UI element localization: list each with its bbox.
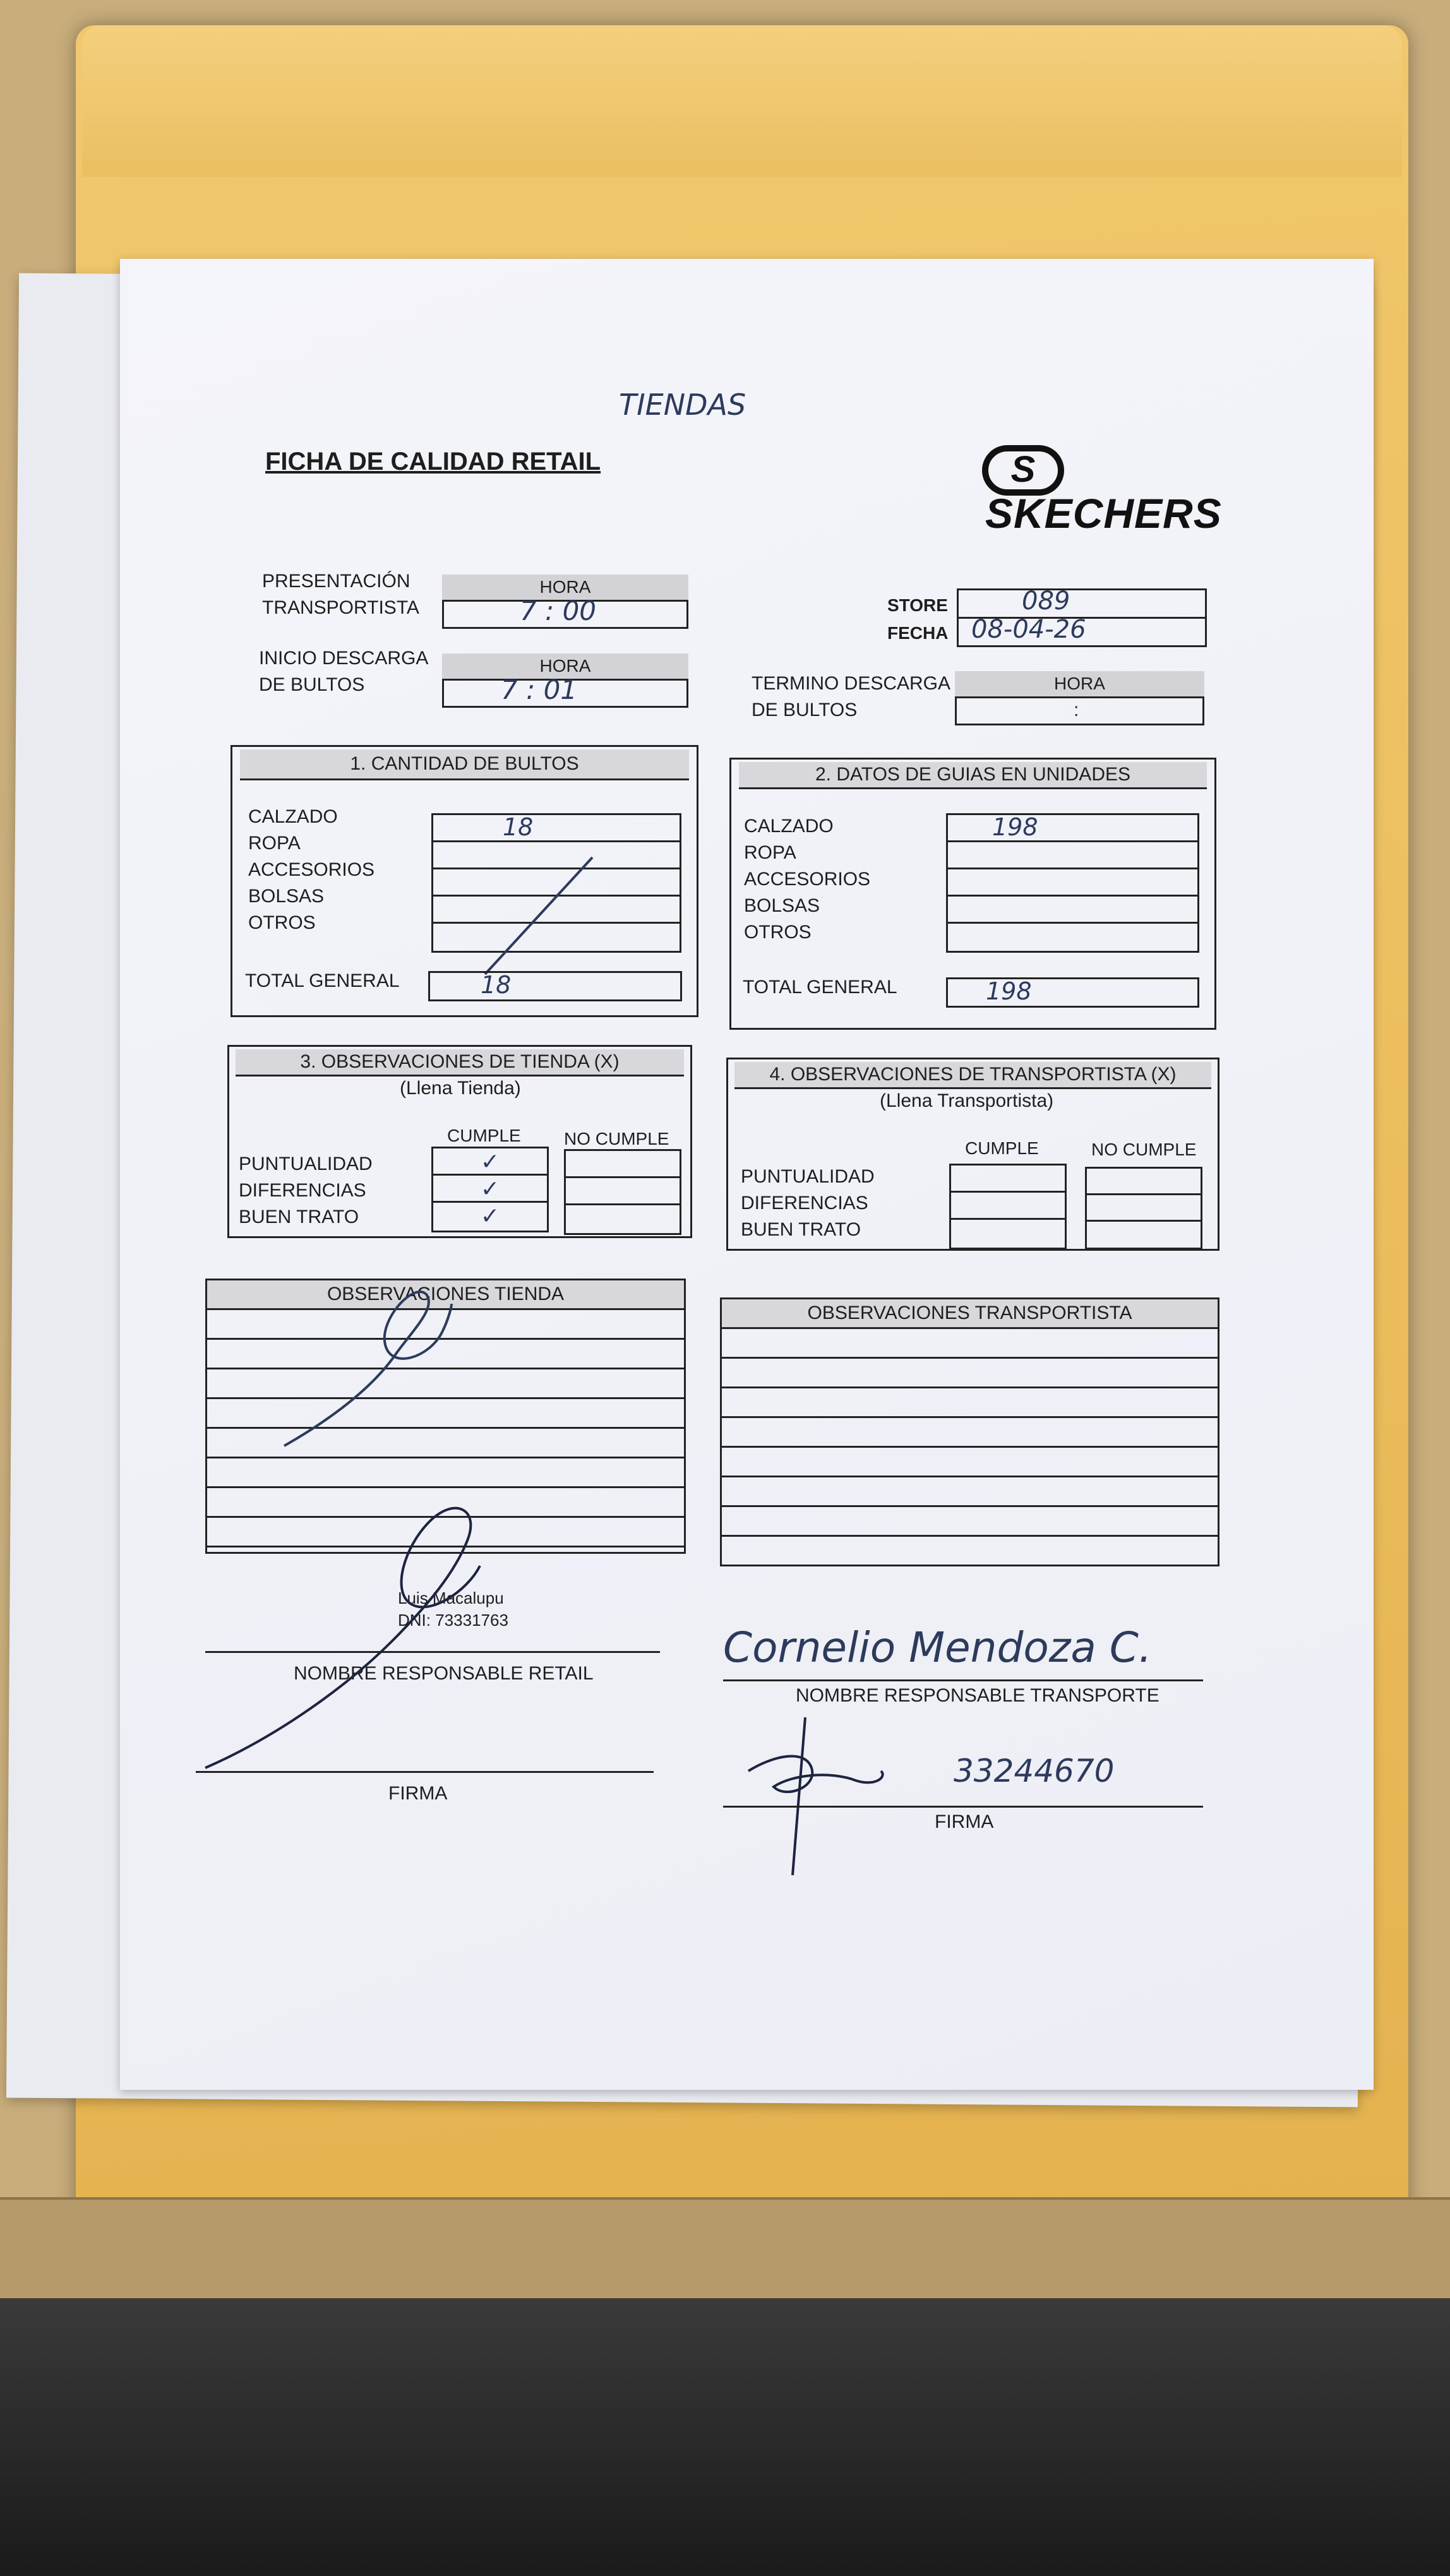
s2-item-accesorios: ACCESORIOS <box>744 869 871 890</box>
s3-item-puntualidad: PUNTUALIDAD <box>239 1154 373 1174</box>
section-3-subtitle: (Llena Tienda) <box>400 1078 521 1099</box>
section-1-title: 1. CANTIDAD DE BULTOS <box>240 749 689 780</box>
presentacion-label-2: TRANSPORTISTA <box>262 597 419 618</box>
fecha-field[interactable] <box>957 617 1207 647</box>
s1-total-value: 18 <box>481 971 512 999</box>
transporte-name-label: NOMBRE RESPONSABLE TRANSPORTE <box>796 1685 1159 1706</box>
s1-item-ropa: ROPA <box>248 833 301 854</box>
store-value: 089 <box>1022 587 1070 616</box>
inicio-descarga-label: INICIO DESCARGA <box>259 648 429 669</box>
s2-row-calzado[interactable] <box>948 815 1197 842</box>
inicio-hora-field[interactable] <box>442 674 688 708</box>
transporte-name-handwritten: Cornelio Mendoza C. <box>723 1623 1152 1672</box>
s1-strike-line <box>479 854 599 981</box>
section-4-observaciones-transportista <box>726 1058 1219 1251</box>
s2-row-otros[interactable] <box>948 924 1197 949</box>
termino-descarga-label: TERMINO DESCARGA <box>752 673 951 694</box>
s1-item-calzado: CALZADO <box>248 806 338 827</box>
transporte-firma-line <box>723 1806 1203 1808</box>
s4-cumple-diferencias[interactable] <box>951 1193 1065 1220</box>
retail-stamp-name: Luis Macalupu <box>398 1589 504 1607</box>
s1-total-field[interactable] <box>428 971 682 1001</box>
s4-cumple-grid[interactable] <box>949 1164 1067 1249</box>
form-title: FICHA DE CALIDAD RETAIL <box>265 448 601 475</box>
s4-item-buen-trato: BUEN TRATO <box>741 1219 861 1240</box>
s4-cumple-puntualidad[interactable] <box>951 1166 1065 1193</box>
s2-total-label: TOTAL GENERAL <box>743 977 897 998</box>
section-3-observaciones-tienda <box>227 1045 692 1238</box>
s1-value-calzado: 18 <box>503 813 534 841</box>
section-1-cantidad-bultos <box>231 745 698 1017</box>
s4-no-cumple-puntualidad[interactable] <box>1087 1169 1201 1195</box>
form-sheet <box>120 259 1374 2090</box>
s3-cumple-puntualidad[interactable]: ✓ <box>433 1148 547 1176</box>
retail-stamp-dni: DNI: 73331763 <box>398 1611 508 1630</box>
s2-item-otros: OTROS <box>744 922 812 943</box>
inicio-hora-header: HORA <box>442 653 688 679</box>
s3-cumple-grid[interactable] <box>431 1147 549 1232</box>
envelope-flap <box>82 25 1402 177</box>
s3-cumple-diferencias[interactable]: ✓ <box>433 1176 547 1203</box>
retail-signature <box>202 1496 530 1774</box>
header-handwritten-note: TIENDAS <box>619 388 746 422</box>
s3-no-cumple-grid[interactable] <box>564 1149 681 1235</box>
s4-cumple-buen-trato[interactable] <box>951 1220 1065 1245</box>
observaciones-transportista-title: OBSERVACIONES TRANSPORTISTA <box>722 1299 1218 1329</box>
skechers-logo-mark: S <box>982 445 1064 496</box>
fecha-value: 08-04-26 <box>971 615 1086 644</box>
skechers-logo-text: SKECHERS <box>985 490 1222 537</box>
s4-no-cumple-diferencias[interactable] <box>1087 1195 1201 1222</box>
s4-item-diferencias: DIFERENCIAS <box>741 1193 868 1213</box>
store-label: STORE <box>887 595 948 615</box>
s2-total-field[interactable] <box>946 977 1199 1008</box>
floor-shadow <box>0 2298 1450 2576</box>
s1-total-label: TOTAL GENERAL <box>245 970 400 991</box>
s2-item-calzado: CALZADO <box>744 816 834 837</box>
s2-total-value: 198 <box>986 977 1032 1005</box>
s1-item-accesorios: ACCESORIOS <box>248 859 375 880</box>
s3-no-cumple-buen-trato[interactable] <box>566 1205 680 1231</box>
retail-firma-label: FIRMA <box>388 1783 448 1804</box>
s4-col-cumple: CUMPLE <box>965 1138 1039 1158</box>
transporte-firma-label: FIRMA <box>935 1811 994 1832</box>
observaciones-tienda-title: OBSERVACIONES TIENDA <box>207 1280 684 1310</box>
s1-item-otros: OTROS <box>248 912 316 933</box>
s3-item-diferencias: DIFERENCIAS <box>239 1180 366 1201</box>
section-3-title: 3. OBSERVACIONES DE TIENDA (X) <box>236 1049 684 1076</box>
s4-item-puntualidad: PUNTUALIDAD <box>741 1166 875 1187</box>
s3-cumple-buen-trato[interactable]: ✓ <box>480 1203 500 1229</box>
retail-name-label: NOMBRE RESPONSABLE RETAIL <box>294 1663 594 1684</box>
transporte-firma-number: 33244670 <box>954 1753 1115 1789</box>
s3-col-cumple: CUMPLE <box>447 1126 521 1145</box>
box-edge <box>0 2197 1450 2307</box>
s2-row-bolsas[interactable] <box>948 897 1197 924</box>
s4-no-cumple-buen-trato[interactable] <box>1087 1222 1201 1245</box>
section-2-title: 2. DATOS DE GUIAS EN UNIDADES <box>739 762 1207 789</box>
s3-item-buen-trato: BUEN TRATO <box>239 1207 359 1227</box>
s2-row-ropa[interactable] <box>948 842 1197 869</box>
store-field[interactable] <box>957 588 1207 619</box>
s2-value-calzado: 198 <box>992 813 1038 841</box>
s1-row-calzado[interactable] <box>433 815 680 842</box>
presentacion-hora-header: HORA <box>442 575 688 600</box>
termino-hora-field[interactable] <box>955 696 1204 725</box>
s3-no-cumple-diferencias[interactable] <box>566 1178 680 1205</box>
transporte-name-line <box>723 1679 1203 1681</box>
s2-row-accesorios[interactable] <box>948 869 1197 897</box>
retail-firma-line <box>196 1771 654 1773</box>
termino-hora-value: : <box>1074 700 1079 720</box>
inicio-descarga-label-2: DE BULTOS <box>259 674 365 695</box>
s2-item-bolsas: BOLSAS <box>744 895 820 916</box>
inicio-hora-value: 7 : 01 <box>501 674 578 705</box>
transporte-signature <box>736 1711 900 1881</box>
termino-hora-header: HORA <box>955 671 1204 696</box>
s4-col-no-cumple: NO CUMPLE <box>1091 1140 1197 1159</box>
section-4-title: 4. OBSERVACIONES DE TRANSPORTISTA (X) <box>734 1062 1211 1089</box>
s3-no-cumple-puntualidad[interactable] <box>566 1151 680 1178</box>
s2-item-ropa: ROPA <box>744 842 796 863</box>
observaciones-transportista-box[interactable] <box>720 1297 1219 1566</box>
s2-values-grid[interactable] <box>946 813 1199 953</box>
s1-item-bolsas: BOLSAS <box>248 886 325 907</box>
s3-col-no-cumple: NO CUMPLE <box>564 1129 669 1148</box>
presentacion-hora-field[interactable] <box>442 595 688 629</box>
termino-descarga-label-2: DE BULTOS <box>752 700 858 720</box>
presentacion-hora-value: 7 : 00 <box>520 595 597 626</box>
fecha-label: FECHA <box>887 623 949 643</box>
section-2-datos-guias <box>729 758 1216 1030</box>
presentacion-label: PRESENTACIÓN <box>262 571 410 592</box>
section-4-subtitle: (Llena Transportista) <box>880 1090 1054 1111</box>
observaciones-tienda-signature-scribble <box>278 1282 480 1452</box>
s4-no-cumple-grid[interactable] <box>1085 1167 1202 1249</box>
